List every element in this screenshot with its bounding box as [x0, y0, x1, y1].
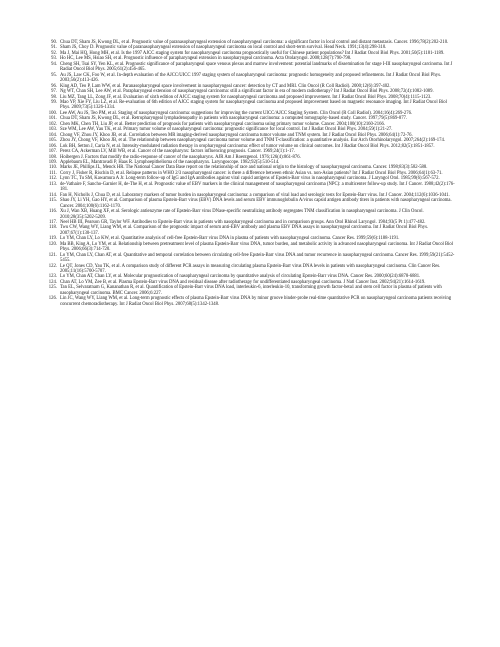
reference-citation: Chan AT, Lo YM, Zee B, et al. Plasma Epstein-Barr virus DNA and residual disease after radiotherapy for undifferentiated nasopharyngeal carcinoma. J Natl Cancer Inst. 2002;94(21):1614-1619. — [60, 279, 426, 285]
reference-number: 114. — [48, 192, 57, 198]
reference-citation: Mao YP, Xie FY, Liu LZ, et al. Re-evaluation of 6th edition of AJCC staging system for nasopharyngeal carcinoma and proposed improvement based on magnetic resonance imaging. Int J Radiat Oncol Biol Phys. 2009;73(5):1326-1334. — [60, 99, 447, 111]
reference-entry — [46, 209, 456, 220]
reference-number: 105. — [48, 138, 57, 144]
reference-citation: Lok BH, Setton J, Caria N, et al. Intensity-modulated radiation therapy in oropharyngeal carcinoma: effect of tumor volume on clinical outcomes. Int J Radiat Oncol Biol Phys. 2012;82(5):1851-1857. — [60, 143, 435, 149]
reference-citation: King AD, Teo P, Lam WW, et al. Paranasopharyngeal space involvement in nasopharyngeal cancer: detection by CT and MRI. Clin Oncol (R Coll Radiol). 2000;12(6):397-402. — [60, 83, 391, 89]
reference-number: 118. — [48, 225, 57, 231]
reference-citation: Le QT, Jones CD, Yau TK, et al. A comparison study of different PCR assays in measuring circulating plasma Epstein-Barr virus DNA levels in patients with nasopharyngeal carcinoma. Clin Cancer Res. 2005;11(16):5700-5707. — [60, 263, 441, 275]
reference-citation: Lo YM, Chan AT, Chan LY, et al. Molecular prognostication of nasopharyngeal carcinoma by quantitative analysis of circulating Epstein-Barr virus DNA. Cancer Res. 2000;60(24):6878-6881. — [60, 274, 421, 280]
reference-number: 108. — [48, 154, 57, 160]
reference-number: 93. — [51, 56, 57, 62]
reference-citation: Lo YM, Chan LY, Chan AT, et al. Quantitative and temporal correlation between circulating cell-free Epstein-Barr virus DNA and tumor recurrence in nasopharyngeal carcinoma. Cancer Res. 1999;59(21):5452-5455. — [60, 252, 455, 264]
reference-entry — [46, 198, 456, 209]
reference-number: 103. — [48, 127, 57, 133]
reference-number: 112. — [48, 176, 57, 182]
reference-number: 122. — [48, 263, 57, 269]
reference-citation: Chong VF, Zhou JY, Khoo JB, et al. Correlation between MR imaging-derived nasopharyngeal carcinoma tumor volume and TNM system. Int J Radiat Oncol Biol Phys. 2006;64(1):72-76. — [60, 132, 413, 138]
reference-citation: Lin JC, Wang WY, Liang WM, et al. Long-term prognostic effects of plasma Epstein-Barr virus DNA by minor groove binder-probe real-time quantitative PCR on nasopharyngeal carcinoma patients receiving concurrent chemoradiotherapy. Int J Radiat Oncol Biol Phys. 2007;68(5):1342-1348. — [60, 296, 452, 307]
reference-entry — [46, 253, 456, 264]
reference-number: 104. — [48, 132, 57, 138]
reference-number: 123. — [48, 274, 57, 280]
reference-number: 110. — [48, 165, 57, 171]
reference-citation: Zhou JY, Chong VF, Khoo JB, et al. The relationship between nasopharyngeal carcinoma tumor volume and TNM T-classification: a quantitative analysis. Eur Arch Otorhinolaryngol. 2007;264(2):169-174. — [60, 138, 446, 144]
reference-citation: Tan EL, Selvaratnam G, Kananathan R, et al. Quantification of Epstein-Barr virus DNA load, interleukin-6, interleukin-10, transforming growth factor-beta1 and stem cell factor in plasma of patients with nasopharyngeal carcinoma. BMC Cancer. 2006;6:227. — [60, 285, 442, 296]
reference-number: 97. — [51, 89, 57, 95]
reference-citation: Perez CA, Ackerman LV, Mill WB, et al. Cancer of the nasopharynx: factors influencing prognosis. Cancer. 1969;24(1):1-17. — [60, 149, 295, 155]
reference-citation: Lo YM, Chan LY, Lo KW, et al. Quantitative analysis of cell-free Epstein-Barr virus DNA in plasma of patients with nasopharyngeal carcinoma. Cancer Res. 1999;59(6):1188-1191. — [60, 236, 400, 242]
reference-number: 96. — [51, 83, 57, 89]
reference-number: 101. — [48, 116, 57, 122]
reference-number: 117. — [48, 219, 57, 225]
reference-number: 121. — [48, 252, 57, 258]
reference-number: 106. — [48, 143, 57, 149]
reference-citation: Marks JE, Phillips JL, Menck HR. The National Cancer Data Base report on the relationship of race and national origin to the histology of nasopharyngeal carcinoma. Cancer. 1998;83(3):582-588. — [60, 165, 428, 171]
reference-entry — [46, 225, 456, 236]
reference-entry — [46, 285, 456, 296]
reference-number: 102. — [48, 121, 57, 127]
reference-citation: Chua DT, Sham JS, Kwong DL, et al. Prognostic value of paranasopharyngeal extension of nasopharyngeal carcinoma: a significant factor in local control and distant metastasis. Cancer. 1996;78(2):202-210. — [60, 40, 449, 45]
reference-number: 111. — [49, 170, 57, 176]
reference-citation: Neel HB III, Pearson GR, Taylor WF. Antibodies to Epstein-Barr virus in patients with nasopharyngeal carcinoma and in comparison groups. Ann Otol Rhinol Laryngol. 1984;93(5 Pt 1):477-482. — [60, 219, 426, 225]
reference-citation: Ho HC, Lee MS, Hsiao SH, et al. Prognostic influence of parapharyngeal extension in nasopharyngeal carcinoma. Acta Otolaryngol. 2008;128(7):790-798. — [60, 56, 352, 62]
reference-number: 113. — [48, 181, 57, 187]
reference-number: 125. — [48, 285, 57, 291]
reference-number: 109. — [48, 159, 57, 165]
reference-citation: de-Vathaire F, Sancho-Garnier H, de-The H, et al. Prognostic value of EBV markers in the clinical management of nasopharyngeal carcinoma (NPC): a multicenter follow-up study. Int J Cancer. 1988;42(2):176-181. — [60, 181, 455, 193]
reference-entry — [46, 296, 456, 307]
reference-citation: Fan H, Nicholls J, Chua D, et al. Laboratory markers of tumor burden in nasopharyngeal carcinoma: a comparison of viral load and serologic tests for Epstein-Barr virus. Int J Cancer. 2004;112(6):1036-1041. — [60, 192, 450, 198]
reference-number: 116. — [48, 209, 57, 215]
reference-citation: Ma BB, King A, Lo YM, et al. Relationship between pretreatment level of plasma Epstein-Barr virus DNA, tumor burden, and metabolic activity in advanced nasopharyngeal carcinoma. Int J Radiat Oncol Biol Phys. 2006;66(3):714-720. — [60, 241, 454, 253]
reference-citation: Cheng SH, Tsai SY, Yen KL, et al. Prognostic significance of parapharyngeal space venous plexus and marrow involvement: potential landmarks of dissemination for stage I-III nasopharyngeal carcinoma. Int J Radiat Oncol Biol Phys. 2005;61(2):456-465. — [60, 61, 453, 73]
reference-number: 100. — [48, 110, 57, 116]
reference-citation: Sham JS, Choy D. Prognostic value of paranasopharyngeal extension of nasopharyngeal carcinoma on local control and short-term survival. Head Neck. 1991;13(4):298-310. — [60, 45, 387, 51]
reference-entry — [46, 62, 456, 73]
reference-citation: Chen MK, Chen TH, Liu JP, et al. Better prediction of prognosis for patients with nasopharyngeal carcinoma using primary tumor volume. Cancer. 2004;100(10):2160-2166. — [60, 121, 385, 127]
reference-number: 126. — [48, 296, 57, 302]
reference-citation: Sze WM, Lee AW, Yau TK, et al. Primary tumor volume of nasopharyngeal carcinoma: prognostic significance for local control. Int J Radiat Oncol Biol Phys. 2004;59(1):21-27. — [60, 127, 393, 133]
reference-citation: Ma J, Mai HQ, Hong MH, et al. Is the 1997 AJCC staging system for nasopharyngeal carcinoma prognostically useful for Chinese patient populations? Int J Radiat Oncol Biol Phys. 2001;50(5):1181-1189. — [60, 50, 445, 56]
reference-number: 90. — [51, 40, 57, 45]
reference-citation: Twu CW, Wang WY, Liang WM, et al. Comparison of the prognostic impact of serum anti-EBV antibody and plasma EBV DNA assays in nasopharyngeal carcinoma. Int J Radiat Oncol Biol Phys. 2007;67(1):130-137. — [60, 225, 429, 236]
reference-citation: Lee AW, Au JS, Teo PM, et al. Staging of nasopharyngeal carcinoma: suggestions for improving the current UICC/AJCC Staging System. Clin Oncol (R Coll Radiol). 2004;16(4):269-276. — [60, 110, 413, 116]
reference-citation: Applebaum EL, Mantravadi P, Haas R. Lymphoepithelioma of the nasopharynx. Laryngoscope. 1982;92(5):510-514. — [60, 159, 280, 165]
reference-number: 92. — [51, 50, 57, 56]
reference-entry — [46, 100, 456, 111]
reference-number: 99. — [51, 99, 57, 105]
reference-citation: Xu J, Wan XB, Huang XF, et al. Serologic antienzyme rate of Epstein-Barr virus DNase-specific neutralizing antibody segregates TNM classification in nasopharyngeal carcinoma. J Clin Oncol. 2010;28(35):5202-5209. — [60, 209, 424, 220]
reference-citation: Hoibergen J. Factors that modify the radio-response of cancer of the nasopharynx. AJR Am J Roentgenol. 1976;126(4):861-876. — [60, 154, 301, 160]
reference-number: 95. — [51, 72, 57, 78]
reference-citation: Shao JY, Li YH, Gao HY, et al. Comparison of plasma Epstein-Barr virus (EBV) DNA levels and serum EBV immunoglobulin A/virus capsid antigen antibody titers in patients with nasopharyngeal carcinoma. Cancer. 2004;100(6):1162-1170. — [60, 198, 452, 209]
reference-citation: Liu MZ, Tang LL, Zong JF, et al. Evaluation of sixth edition of AJCC staging system for nasopharyngeal carcinoma and proposed improvement. Int J Radiat Oncol Biol Phys. 2008;70(4):1115-1123. — [60, 94, 432, 100]
reference-number: 91. — [51, 45, 57, 51]
reference-number: 120. — [48, 241, 57, 247]
reference-entry — [46, 182, 456, 193]
reference-citation: Chua DT, Sham JS, Kwong DL, et al. Retropharyngeal lymphadenopathy in patients with nasopharyngeal carcinoma: a computed tomography-based study. Cancer. 1997;79(5):869-877. — [60, 116, 408, 122]
reference-entry — [46, 73, 456, 84]
reference-entry — [46, 242, 456, 253]
reference-number: 119. — [48, 236, 57, 242]
reference-citation: Lynn TC, Tu SM, Kawamura A Jr. Long-term follow-up of IgG and IgA antibodies against viral capsid antigens of Epstein-Barr virus in nasopharyngeal carcinoma. J Laryngol Otol. 1985;99(6):567-572. — [60, 176, 440, 182]
reference-number: 107. — [48, 149, 57, 155]
reference-entry — [46, 264, 456, 275]
reference-number: 94. — [51, 61, 57, 67]
reference-number: 115. — [48, 198, 57, 204]
reference-citation: Ng WT, Chan SH, Lee AW, et al. Parapharyngeal extension of nasopharyngeal carcinoma: still a significant factor in era of modern radiotherapy? Int J Radiat Oncol Biol Phys. 2008;72(4):1082-1089. — [60, 89, 434, 95]
reference-number: 124. — [48, 279, 57, 285]
reference-citation: Corry J, Fisher R, Rischin D, et al. Relapse patterns in WHO 2/3 nasopharyngeal cancer: is there a difference between ethnic Asian vs. non-Asian patients? Int J Radiat Oncol Biol Phys. 2006;64(1):63-71. — [60, 170, 443, 176]
reference-citation: Au JS, Law CK, Foo W, et al. In-depth evaluation of the AJCC/UICC 1997 staging system of nasopharyngeal carcinoma: prognostic homogeneity and proposed refinements. Int J Radiat Oncol Biol Phys. 2003;56(2):413-426. — [60, 72, 442, 84]
reference-number: 98. — [51, 94, 57, 100]
reference-list — [46, 40, 456, 307]
